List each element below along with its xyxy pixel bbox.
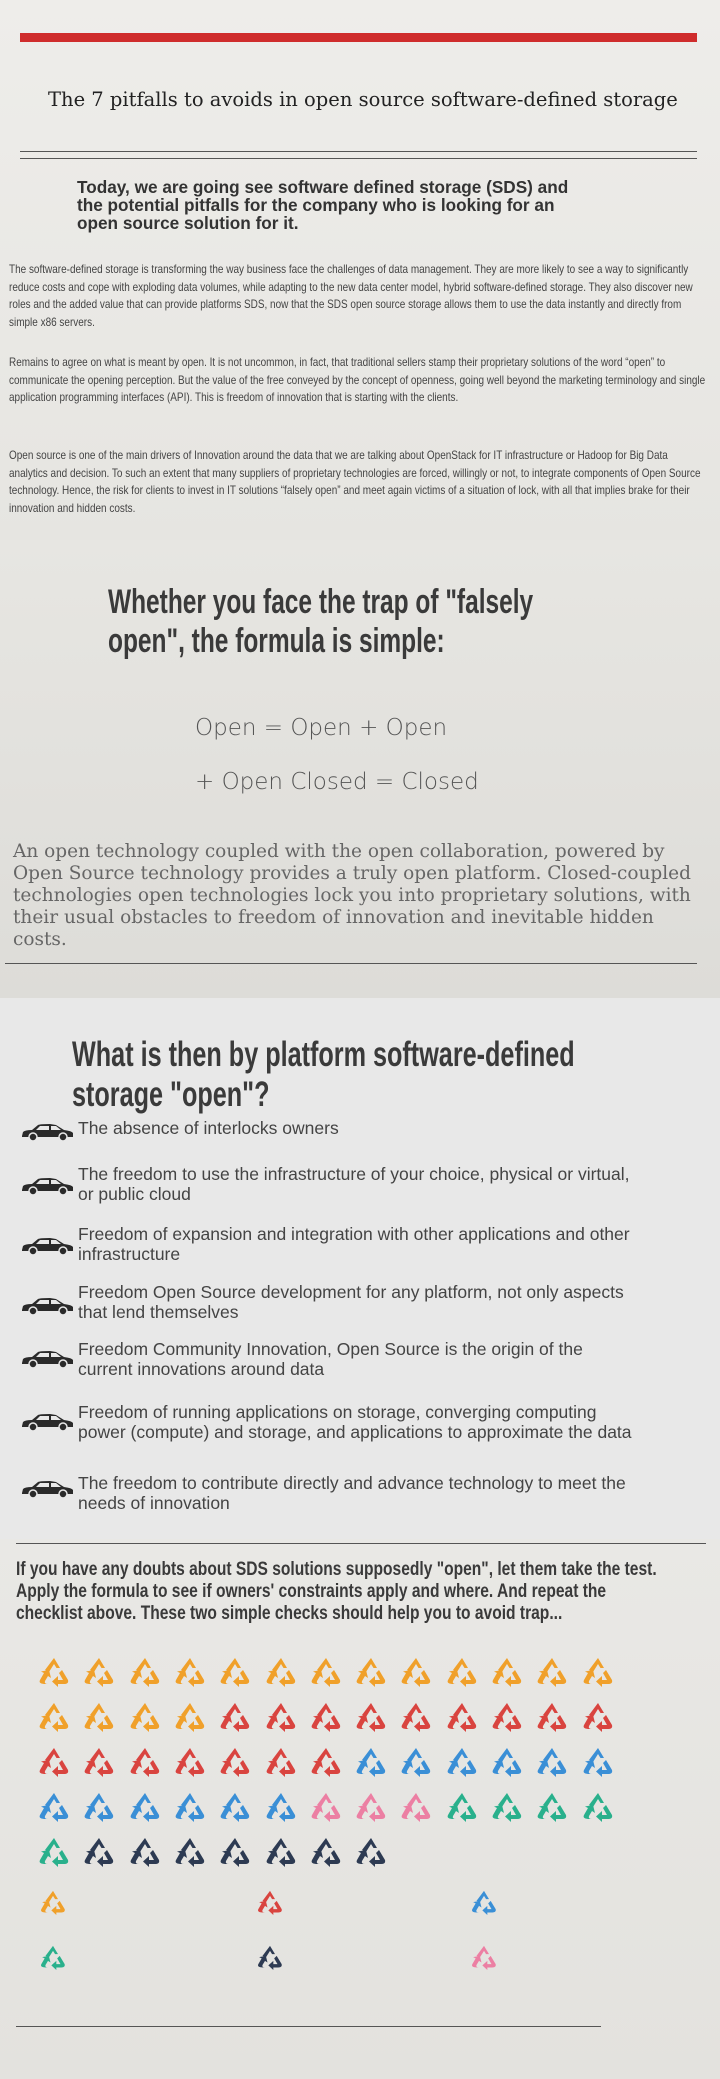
recycle-icon [172,1791,208,1823]
list-item-text: The absence of interlocks owners [78,1118,339,1138]
recycle-icon [255,1889,285,1916]
list-item [0,1118,720,1158]
recycle-icon [534,1656,570,1688]
recycle-icon [308,1746,344,1778]
recycle-icon [263,1701,299,1733]
recycle-icon [127,1746,163,1778]
recycle-icon [36,1836,72,1868]
intro-text: Today, we are going see software defined storage (SDS) and the potential pitfalls for the company who is looking for an open source solution for it. [77,177,569,233]
recycle-icon [469,1889,499,1916]
recycle-icon [81,1746,117,1778]
recycle-icon [36,1701,72,1733]
recycle-icon [308,1836,344,1868]
recycle-icon [353,1701,389,1733]
recycle-icon [489,1791,525,1823]
recycle-icon [81,1791,117,1823]
car-icon [20,1176,75,1196]
recycle-icon [127,1701,163,1733]
recycle-icon [263,1836,299,1868]
divider [20,151,697,152]
recycle-icon [398,1746,434,1778]
list-item [0,1164,720,1204]
recycle-icon [217,1791,253,1823]
list-item-text: Freedom of running applications on storage, converging computing power (compute) and storage, and applications to approximate the data [78,1402,632,1442]
recycle-icon [127,1656,163,1688]
list-item-text: Freedom of expansion and integration with other applications and other infrastructure [78,1224,630,1264]
closing-text: If you have any doubts about SDS solutions supposedly "open", let them take the test. Apply the formula to see if owners' constraints apply and where. And repeat the checklist above. These two simple checks should help you to avoid trap... [16,1559,657,1624]
recycle-icon [353,1791,389,1823]
recycle-icon [580,1656,616,1688]
recycle-icon [217,1836,253,1868]
recycle-icon [489,1746,525,1778]
paragraph: Remains to agree on what is meant by open. It is not uncommon, in fact, that traditional sellers stamp their proprietary solutions of the word “open” to communicate the opening perception. But the value of the free conveyed by the concept of openness, going well beyond the marketing terminology and single application programming interfaces (API). This is freedom of innovation that is starting with the clients. [9,356,706,405]
divider [16,1543,706,1544]
platform-heading: What is then by platform software-defined storage "open"? [72,1035,575,1114]
recycle-icon [172,1701,208,1733]
recycle-icon [534,1791,570,1823]
formula-heading: Whether you face the trap of "falsely open", the formula is simple: [108,583,534,660]
list-item-text: The freedom to use the infrastructure of your choice, physical or virtual, or public cloud [78,1164,630,1204]
recycle-icon [534,1701,570,1733]
list-item-text: Freedom Open Source development for any platform, not only aspects that lend themselves [78,1282,624,1322]
recycle-icon [353,1656,389,1688]
list-item-text: Freedom Community Innovation, Open Source is the origin of the current innovations around data [78,1339,583,1379]
recycle-icon [353,1746,389,1778]
recycle-icon [469,1944,499,1971]
recycle-icon [580,1791,616,1823]
recycle-icon [489,1701,525,1733]
recycle-icon [489,1656,525,1688]
recycle-icon [172,1746,208,1778]
recycle-icon [398,1701,434,1733]
formula-body: An open technology coupled with the open collaboration, powered by Open Source technology provides a truly open platform. Closed-coupled technologies open technologies lock you into proprietary solutions, with their usual obstacles to freedom of innovation and inevitable hidden costs. [13,841,691,950]
formula-line-1: Open = Open + Open [195,715,448,741]
recycle-icon [580,1746,616,1778]
list-item [0,1402,720,1462]
recycle-icon [263,1746,299,1778]
formula-line-2: + Open Closed = Closed [195,769,479,795]
recycle-icon [217,1701,253,1733]
list-item [0,1339,720,1379]
car-icon [20,1236,75,1256]
recycle-icon [263,1656,299,1688]
recycle-icon [534,1746,570,1778]
recycle-icon [127,1791,163,1823]
recycle-icon [172,1836,208,1868]
intro-section [0,0,720,540]
platform-section [0,998,720,1539]
recycle-icon [444,1746,480,1778]
car-icon [20,1349,75,1369]
recycle-icon [127,1836,163,1868]
recycle-icon [255,1944,285,1971]
recycle-icon [81,1656,117,1688]
recycle-icon [580,1701,616,1733]
recycle-icon [444,1656,480,1688]
recycle-icon [263,1791,299,1823]
list-item-text: The freedom to contribute directly and advance technology to meet the needs of innovation [78,1473,626,1513]
car-icon [20,1122,75,1142]
closing-section [0,1539,720,2079]
recycle-icon [444,1791,480,1823]
paragraph: Open source is one of the main drivers of Innovation around the data that we are talking about OpenStack for IT infrastructure or Hadoop for Big Data analytics and decision. To such an extent that many suppliers of proprietary technologies are forced, willingly or not, to integrate components of Open Source technology. Hence, the risk for clients to invest in IT solutions “falsely open” and meet again victims of a situation of lock, with all that implies brake for their innovation and hidden costs. [9,449,701,516]
list-item [0,1282,720,1322]
page-title: The 7 pitfalls to avoids in open source software-defined storage [48,88,678,111]
list-item [0,1473,720,1513]
recycle-icon [36,1746,72,1778]
paragraph: The software-defined storage is transforming the way business face the challenges of data management. They are more likely to see a way to significantly reduce costs and cope with exploding data volumes, while adapting to the new data center model, hybrid software-defined storage. They also discover new roles and the added value that can provide platforms SDS, now that the SDS open source storage allows them to use the data instantly and directly from simple x86 servers. [9,263,693,330]
top-red-bar [20,33,697,42]
recycle-icon [444,1701,480,1733]
recycle-icon [217,1746,253,1778]
recycle-icon [172,1656,208,1688]
recycle-icon [38,1889,68,1916]
recycle-icon [217,1656,253,1688]
recycle-icon [308,1791,344,1823]
car-icon [20,1412,75,1432]
recycle-icon [36,1656,72,1688]
divider [16,2026,601,2027]
recycle-icon [398,1791,434,1823]
recycle-icon [36,1791,72,1823]
divider [20,158,697,159]
list-item [0,1224,720,1264]
divider [5,963,697,964]
car-icon [20,1479,75,1499]
recycle-icon [308,1701,344,1733]
recycle-icon [353,1836,389,1868]
recycle-icon [81,1701,117,1733]
recycle-icon [398,1656,434,1688]
recycle-icon [81,1836,117,1868]
car-icon [20,1296,75,1316]
recycle-icon [308,1656,344,1688]
formula-section [0,540,720,998]
recycle-icon [38,1944,68,1971]
